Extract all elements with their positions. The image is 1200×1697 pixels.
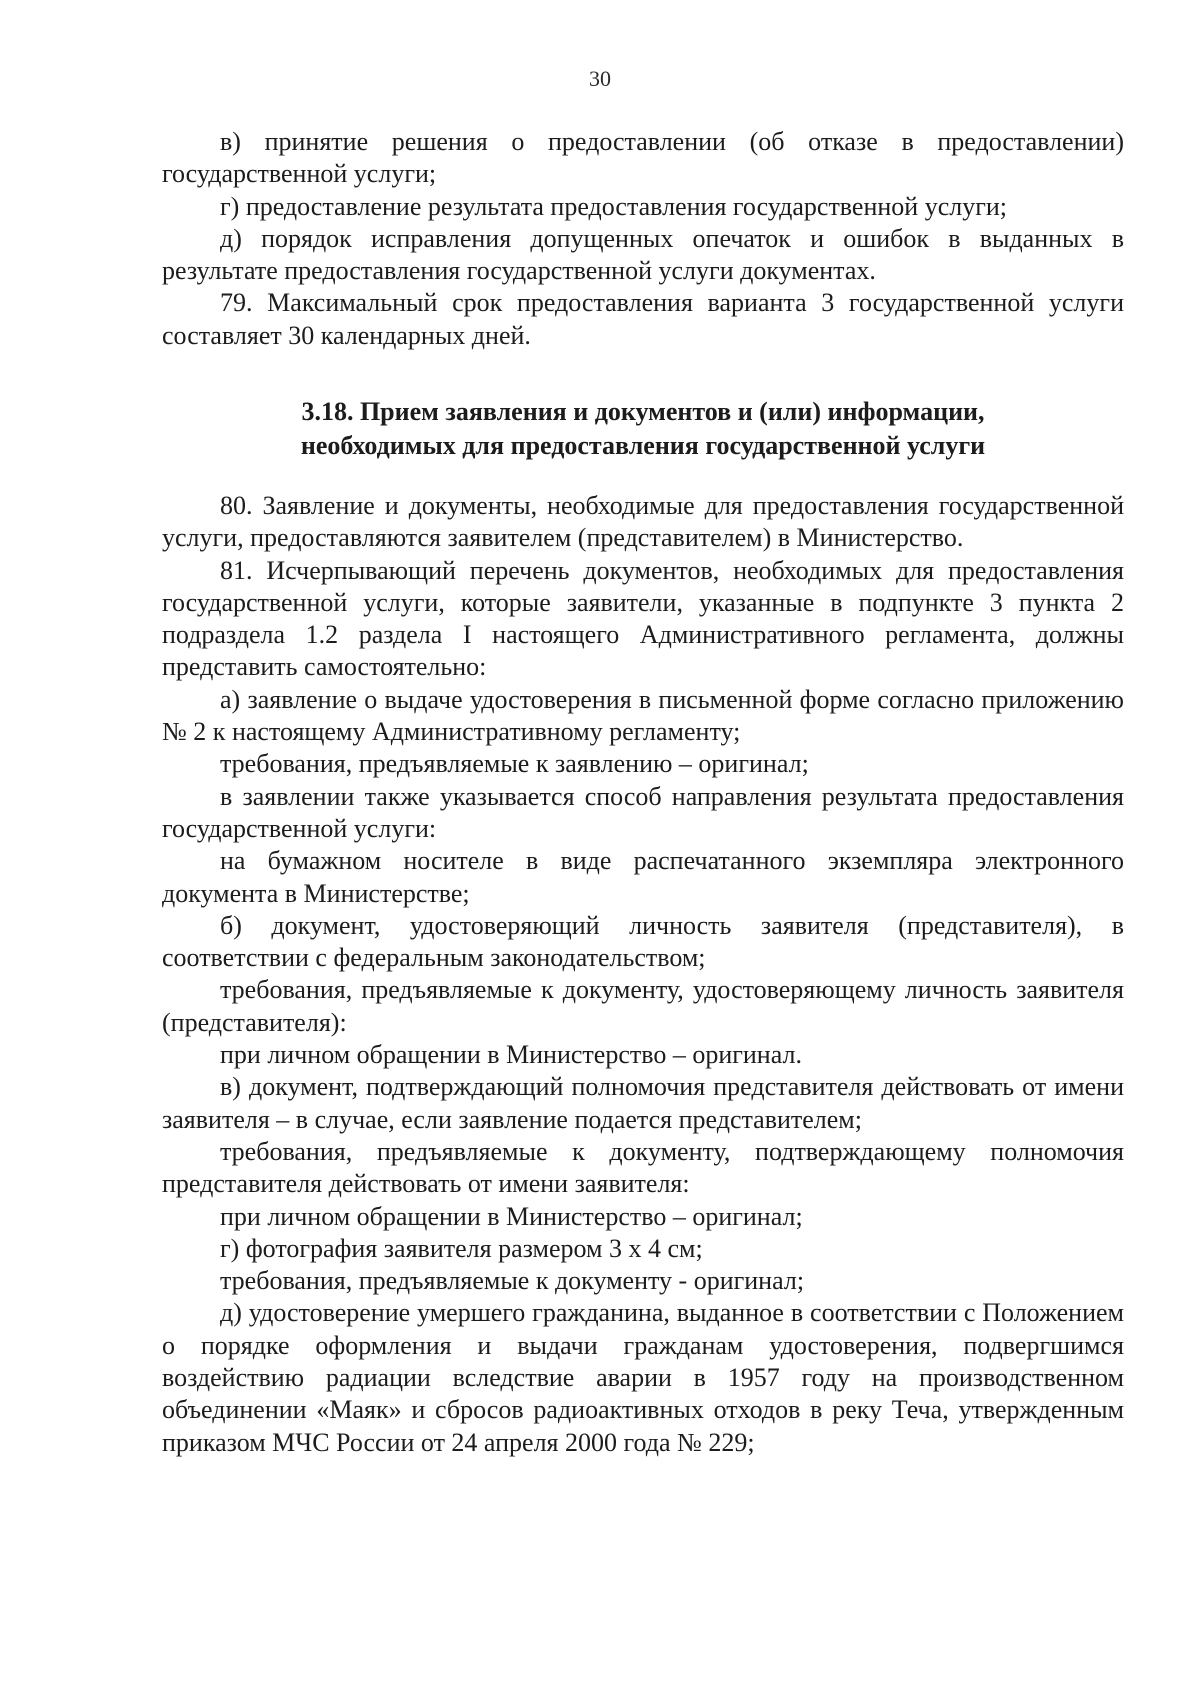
paragraph-81-b-identity-document: б) документ, удостоверяющий личность заявителя (представителя), в соответствии с федеральным законодательством; <box>162 910 1124 973</box>
paragraph-81-a-delivery-method: в заявлении также указывается способ направления результата предоставления государственной услуги: <box>162 781 1124 843</box>
paragraph-81-v-requirements: требования, предъявляемые к документу, подтверждающему полномочия представителя действовать от имени заявителя: <box>162 1136 1124 1199</box>
paragraph-81-v-original: при личном обращении в Министерство – оригинал; <box>220 1201 803 1231</box>
body-text-block <box>162 490 1124 1459</box>
paragraph-79-max-term: 79. Максимальный срок предоставления варианта 3 государственной услуги составляет 30 календарных дней. <box>162 288 1124 350</box>
paragraph-81: 81. Исчерпывающий перечень документов, необходимых для предоставления государственной услуги, которые заявители, указанные в подпункте 3 пункта 2 подраздела 1.2 раздела I настоящего Административного регламента, должны представить самостоятельно: <box>162 555 1124 682</box>
paragraph-80: 80. Заявление и документы, необходимые для предоставления государственной услуги, предоставляются заявителем (представителем) в Министерство. <box>162 491 1124 553</box>
section-heading-line-1: 3.18. Прием заявления и документов и (или) информации, <box>301 397 985 426</box>
paragraph-decision: в) принятие решения о предоставлении (об отказе в предоставлении) государственной услуги; <box>162 127 1124 189</box>
paragraph-81-a-paper-copy: на бумажном носителе в виде распечатанного экземпляра электронного документа в Министерстве; <box>162 846 1124 908</box>
paragraph-corrections: д) порядок исправления допущенных опечаток и ошибок в выданных в результате предоставления государственной услуги документах. <box>162 223 1124 286</box>
paragraph-81-b-requirements: требования, предъявляемые к документу, удостоверяющему личность заявителя (представителя): <box>162 975 1124 1037</box>
paragraph-result: г) предоставление результата предоставления государственной услуги; <box>220 191 1008 221</box>
page-number: 30 <box>589 66 611 91</box>
paragraph-81-d-certificate: д) удостоверение умершего гражданина, выданное в соответствии с Положением о порядке оформления и выдачи гражданам удостоверения, подвергшимся воздействию радиации вследствие аварии в 1957 году на производственном объединении «Маяк» и сбросов радиоактивных отходов в реку Теча, утвержденным приказом МЧС России от 24 апреля 2000 года № 229; <box>162 1298 1124 1457</box>
paragraph-81-a-application: а) заявление о выдаче удостоверения в письменной форме согласно приложению № 2 к настоящему Административному регламенту; <box>162 684 1124 747</box>
section-heading <box>162 395 1124 463</box>
section-heading-line-2: необходимых для предоставления государственной услуги <box>300 431 986 460</box>
paragraph-81-v-authority-document: в) документ, подтверждающий полномочия представителя действовать от имени заявителя – в случае, если заявление подается представителем; <box>162 1072 1124 1134</box>
paragraph-81-g-photo: г) фотография заявителя размером 3 х 4 см; <box>220 1233 703 1263</box>
paragraph-81-b-original: при личном обращении в Министерство – оригинал. <box>220 1040 802 1070</box>
top-text-block <box>162 126 1124 352</box>
paragraph-81-g-requirements: требования, предъявляемые к документу - оригинал; <box>220 1266 805 1296</box>
paragraph-81-a-requirements: требования, предъявляемые к заявлению – оригинал; <box>220 749 809 779</box>
